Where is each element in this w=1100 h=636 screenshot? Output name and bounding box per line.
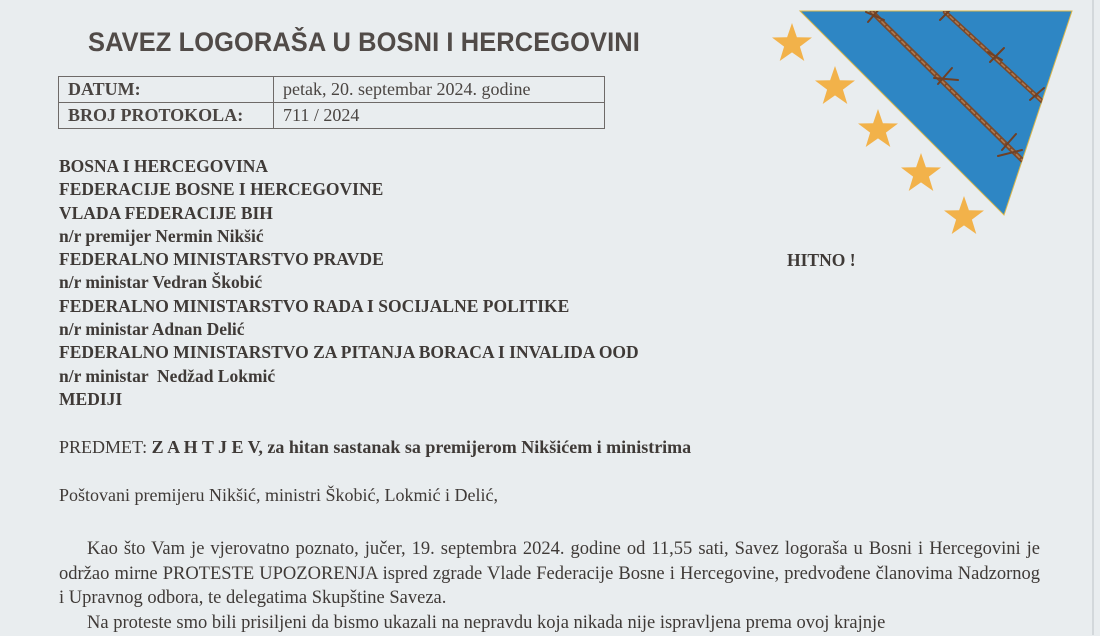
- letterhead-title: SAVEZ LOGORAŠA U BOSNI I HERCEGOVINI: [88, 27, 640, 57]
- recipient-line: n/r premijer Nermin Nikšić: [59, 225, 264, 246]
- recipient-line: n/r ministar Vedran Škobić: [59, 272, 263, 293]
- letter-body: [59, 537, 1040, 636]
- meta-row-protocol: [59, 103, 605, 129]
- recipient-address-block: [59, 155, 639, 411]
- recipient-line: MEDIJI: [59, 388, 123, 409]
- protocol-value: 711 / 2024: [274, 103, 605, 129]
- recipient-line: n/r ministar Nedžad Lokmić: [59, 365, 276, 386]
- bih-flag-barbed-wire-icon: [760, 0, 1100, 250]
- recipient-line: BOSNA I HERCEGOVINA: [59, 156, 269, 176]
- recipient-line: FEDERALNO MINISTARSTVO PRAVDE: [59, 249, 384, 270]
- recipient-line: n/r ministar Adnan Delić: [59, 319, 245, 340]
- date-label: DATUM:: [59, 77, 274, 103]
- meta-table: [58, 76, 605, 129]
- flag-triangle: [800, 11, 1072, 215]
- body-paragraph: Kao što Vam je vjerovatno poznato, jučer, 19. septembra 2024. godine od 11,55 sati, Savez logoraša u Bosni i Hercegovini je održao mirne PROTESTE UPOZORENJA ispred zgrade Vlade Federacije Bosne i Hercegovine, predvođene članovima Nadzornog i Upravnog odbora, te delegatima Skupštine Saveza.: [59, 539, 1040, 609]
- meta-row-date: [59, 77, 605, 103]
- urgency-label: HITNO !: [787, 250, 856, 270]
- date-value: petak, 20. septembar 2024. godine: [274, 77, 605, 103]
- body-paragraph: Na proteste smo bili prisiljeni da bismo ukazali na nepravdu koja nikada nije ispravljena prema ovoj krajnje: [87, 613, 886, 634]
- recipient-line: VLADA FEDERACIJE BIH: [59, 202, 273, 223]
- subject-label: PREDMET:: [59, 437, 152, 457]
- subject-line: [59, 437, 691, 458]
- protocol-label: BROJ PROTOKOLA:: [59, 103, 274, 129]
- recipient-line: FEDERALNO MINISTARSTVO ZA PITANJA BORACA I INVALIDA OOD: [59, 342, 639, 363]
- recipient-line: FEDERACIJE BOSNE I HERCEGOVINE: [59, 179, 384, 200]
- recipient-line: FEDERALNO MINISTARSTVO RADA I SOCIJALNE POLITIKE: [59, 295, 570, 316]
- salutation: Poštovani premijeru Nikšić, ministri Škobić, Lokmić i Delić,: [59, 485, 498, 505]
- subject-text: Z A H T J E V, za hitan sastanak sa premijerom Nikšićem i ministrima: [151, 437, 692, 457]
